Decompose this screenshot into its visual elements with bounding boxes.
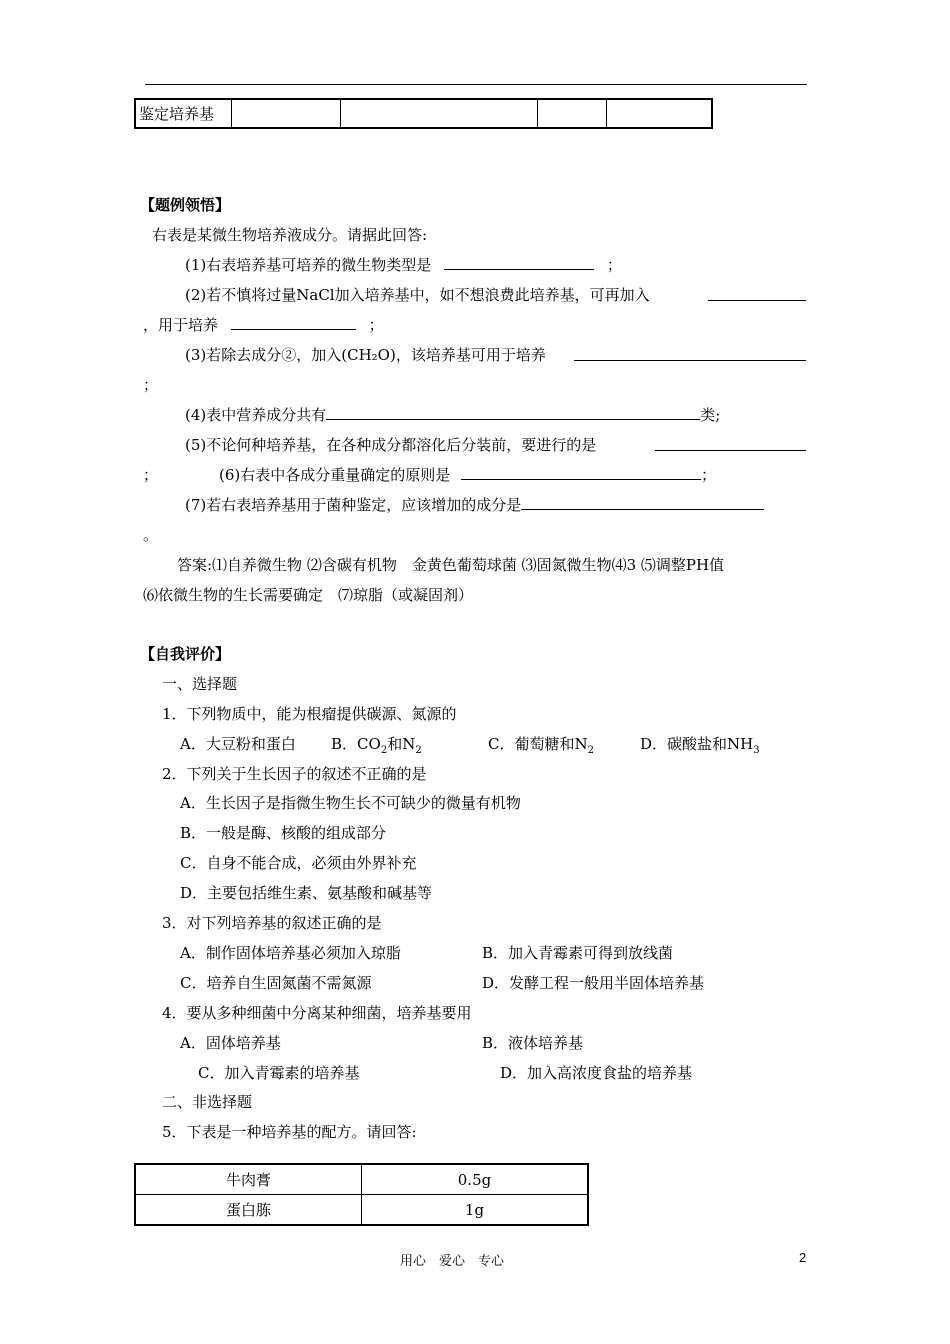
- example-q5: [185, 434, 596, 455]
- q2-text: (2)若不慎将过量NaCl加入培养基中，如不想浪费此培养基，可再加入: [185, 286, 650, 304]
- q1-option-c: C．葡萄糖和$N_2$: [488, 735, 594, 756]
- example-q2: [185, 284, 650, 305]
- answer-blank: [444, 255, 594, 270]
- q7-text: (7)若右表培养基用于菌种鉴定，应该增加的成分是: [185, 496, 522, 514]
- answer-blank: [708, 286, 806, 301]
- q2-option-c: C．自身不能合成，必须由外界补充: [180, 854, 417, 872]
- example-heading: 【题例领悟】: [140, 196, 231, 214]
- answer-line-1: 答案:⑴自养微生物 ⑵含碳有机物 金黄色葡萄球菌 ⑶固氮微生物⑷3 ⑸调整PH值: [177, 556, 725, 574]
- answer-blank: [461, 465, 701, 480]
- q3-text: (3)若除去成分②，加入(CH₂O)，该培养基可用于培养: [185, 346, 546, 364]
- part2-heading: 二、非选择题: [162, 1093, 253, 1111]
- q6-text: (6)右表中各成分重量确定的原则是: [219, 466, 451, 484]
- q3-end: ；: [143, 376, 159, 394]
- example-q3: [185, 344, 546, 365]
- question-1: 1．下列物质中，能为根瘤提供碳源、氮源的: [162, 705, 457, 723]
- question-4: 4．要从多种细菌中分离某种细菌，培养基要用: [162, 1004, 472, 1022]
- q3-option-b: B．加入青霉素可得到放线菌: [482, 944, 674, 962]
- example-q7: [185, 494, 764, 515]
- answer-blank: [574, 346, 806, 361]
- q4-option-d: D．加入高浓度食盐的培养基: [500, 1064, 693, 1082]
- q2-option-d: D．主要包括维生素、氨基酸和碱基等: [180, 884, 433, 902]
- empty-cell: [538, 99, 607, 128]
- q6-end: ；: [701, 466, 717, 484]
- example-q4: [185, 404, 720, 425]
- q5-end: ；: [143, 466, 159, 484]
- q3-option-a: A．制作固体培养基必须加入琼脂: [180, 944, 401, 962]
- q2b-end: ；: [368, 316, 384, 334]
- identification-medium-table: [134, 98, 713, 129]
- q2-option-b: B．一般是酶、核酸的组成部分: [180, 824, 387, 842]
- example-q2b: [143, 314, 384, 335]
- q1-option-d: D．碳酸盐和$NH_3$: [640, 735, 760, 756]
- empty-cell: [232, 99, 341, 128]
- part1-heading: 一、选择题: [162, 675, 238, 693]
- ingredient-amount: 1g: [362, 1195, 589, 1226]
- q4-text: (4)表中营养成分共有: [185, 406, 327, 424]
- table-row: [135, 99, 712, 128]
- q4-option-c: C．加入青霉素的培养基: [198, 1064, 360, 1082]
- footer-center: 用心 爱心 专心: [400, 1254, 505, 1269]
- q1-option-b: B．$CO_2$和$N_2$: [331, 735, 422, 756]
- example-q1: [185, 254, 622, 275]
- answer-line-2: ⑹依微生物的生长需要确定 ⑺琼脂（或凝固剂）: [143, 586, 474, 604]
- q4-option-a: A．固体培养基: [180, 1034, 281, 1052]
- recipe-table: [134, 1163, 589, 1226]
- answer-blank: [231, 315, 356, 330]
- header-rule: [145, 84, 807, 85]
- example-q6: [219, 464, 716, 485]
- ingredient-amount: 0.5g: [362, 1164, 589, 1195]
- q5-text: (5)不论何种培养基，在各种成分都溶化后分装前，要进行的是: [185, 436, 597, 454]
- q2-option-a: A．生长因子是指微生物生长不可缺少的微量有机物: [180, 794, 521, 812]
- page-number: 2: [799, 1250, 807, 1265]
- q3-option-c: C．培养自生固氮菌不需氮源: [180, 974, 372, 992]
- q1-text: (1)右表培养基可培养的微生物类型是: [185, 256, 432, 274]
- empty-cell: [607, 99, 713, 128]
- q4-option-b: B．液体培养基: [482, 1034, 584, 1052]
- q1-option-a: A．大豆粉和蛋白: [180, 735, 296, 753]
- question-5: 5．下表是一种培养基的配方。请回答:: [162, 1123, 417, 1141]
- q1-end: ；: [606, 256, 622, 274]
- empty-cell: [341, 99, 538, 128]
- answer-blank: [326, 405, 700, 420]
- q3-option-d: D．发酵工程一般用半固体培养基: [482, 974, 705, 992]
- ingredient-name: 牛肉膏: [135, 1164, 362, 1195]
- row-label: 鉴定培养基: [135, 99, 232, 128]
- question-2: 2．下列关于生长因子的叙述不正确的是: [162, 765, 427, 783]
- ingredient-name: 蛋白胨: [135, 1195, 362, 1226]
- example-intro: 右表是某微生物培养液成分。请据此回答:: [152, 226, 428, 244]
- answer-blank: [655, 436, 806, 451]
- question-3: 3．对下列培养基的叙述正确的是: [162, 914, 382, 932]
- answer-blank: [521, 495, 764, 510]
- self-eval-heading: 【自我评价】: [140, 645, 231, 663]
- q2b-text: ，用于培养: [143, 316, 219, 334]
- q4-end: 类;: [700, 406, 721, 424]
- table-row: [135, 1164, 588, 1195]
- table-row: [135, 1195, 588, 1226]
- q7-end: 。: [143, 526, 159, 544]
